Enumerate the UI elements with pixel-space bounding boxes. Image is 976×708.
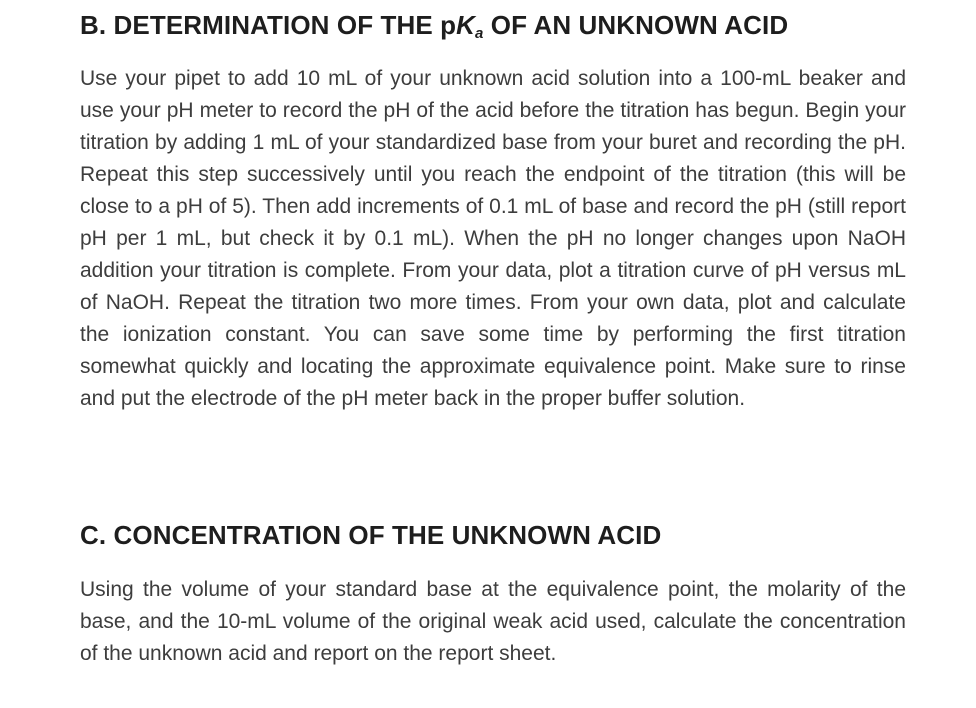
section-b-heading [80,10,788,41]
section-b-paragraph: Use your pipet to add 10 mL of your unknown acid solution into a 100-mL beaker and use your pH meter to record the pH of the acid before the titration has begun. Begin your titration by adding 1 mL of your standardized base from your buret and recording the pH. Repeat this step successively until you reach the endpoint of the titration (this will be close to a pH of 5). Then add increments of 0.1 mL of base and record the pH (still report pH per 1 mL, but check it by 0.1 mL). When the pH no longer changes upon NaOH addition your titration is complete. From your data, plot a titration curve of pH versus mL of NaOH. Repeat the titration two more times. From your own data, plot and calculate the ionization constant. You can save some time by performing the first titration somewhat quickly and locating the approximate equivalence point. Make sure to rinse and put the electrode of the pH meter back in the proper buffer solution. [80,67,906,410]
section-b-heading-k: K [456,10,476,40]
section-c-heading: C. CONCENTRATION OF THE UNKNOWN ACID [80,520,662,550]
section-c-paragraph: Using the volume of your standard base at the equivalence point, the molarity of the base, and the 10-mL volume of the original weak acid used, calculate the concentration of the unknown acid and report on the report sheet. [80,578,906,665]
section-b-heading-suffix: OF AN UNKNOWN ACID [483,10,789,40]
section-b-heading-prefix: B. DETERMINATION OF THE p [80,10,457,40]
section-b-heading-subscript: a [475,25,484,42]
